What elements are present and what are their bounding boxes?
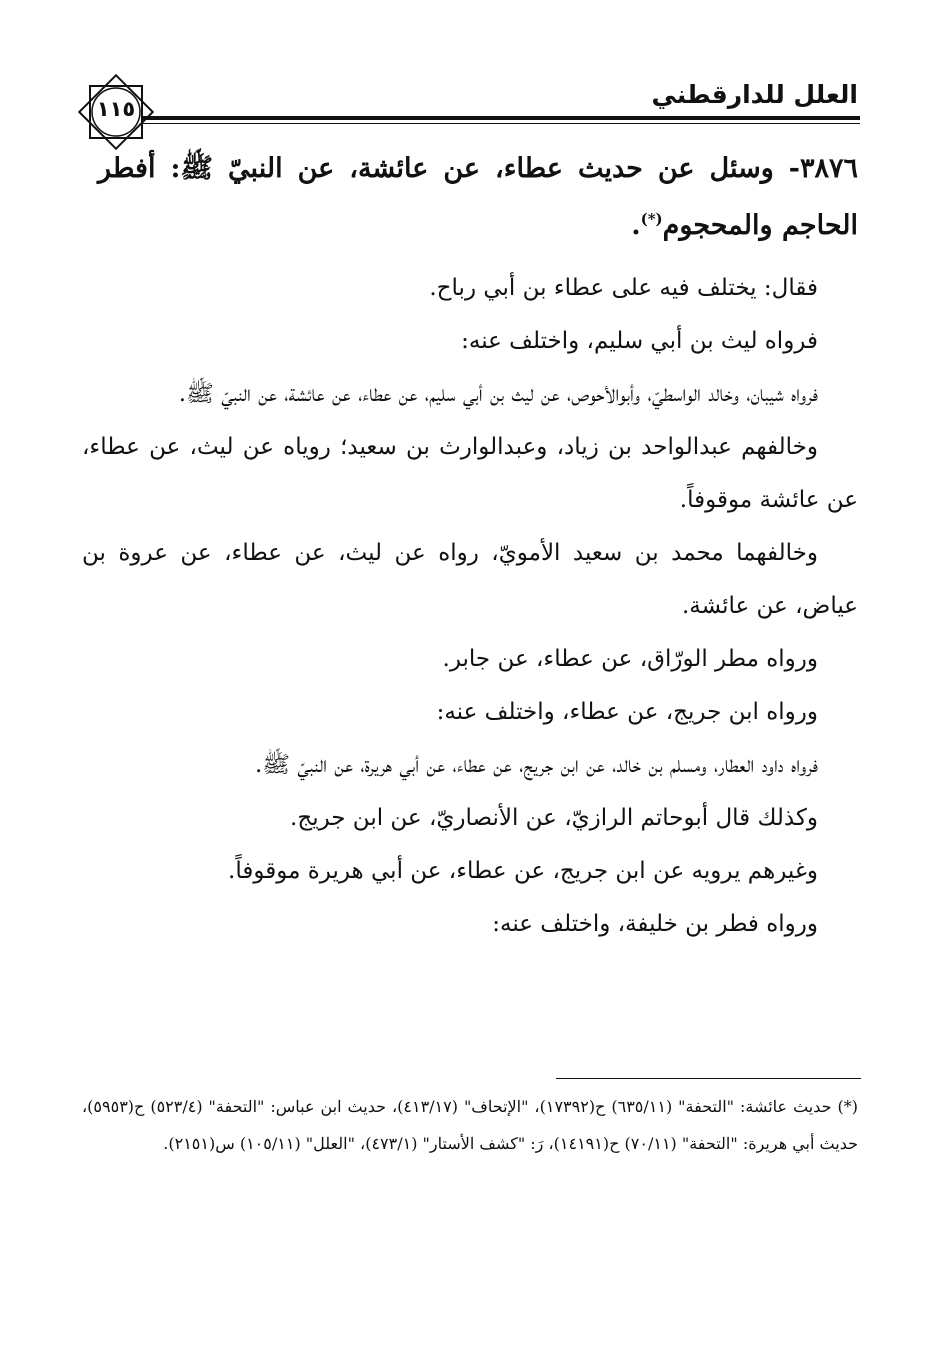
paragraph: فرواه شيبان، وخالد الواسطيّ، وأبوالأحوص، عن ليث بن أبي سليم، عن عطاء، عن عائشة، عن النبيّ ﷺ. — [178, 381, 818, 407]
entry-heading — [98, 140, 858, 254]
paragraph: فرواه داود العطار، ومسلم بن خالد، عن ابن جريج، عن عطاء، عن أبي هريرة، عن النبيّ ﷺ. — [254, 752, 818, 778]
paragraph: ورواه فطر بن خليفة، واختلف عنه: — [492, 911, 818, 937]
body-text — [82, 262, 858, 951]
paragraph: وخالفهما محمد بن سعيد الأمويّ، رواه عن ليث، عن عطاء، عن عروة بن عياض، عن عائشة. — [82, 540, 858, 619]
header-rule — [140, 116, 860, 120]
header-rule-thin — [140, 123, 860, 124]
paragraph: ورواه ابن جريج، عن عطاء، واختلف عنه: — [436, 699, 818, 725]
footnote-separator — [556, 1078, 861, 1079]
footnote: (*) حديث عائشة: "التحفة" (٦٣٥/١١) ح(١٧٣٩٢)، "الإتحاف" (٤١٣/١٧)، حديث ابن عباس: "التحفة" (٥٢٣/٤) ح(٥٩٥٣)، حديث أبي هريرة: "التحفة" (٧٠/١١) ح(١٤١٩١)، رَ: "كشف الأستار" (٤٧٣/١)، "العلل" (١٠٥/١١) س(٢١٥١). — [82, 1097, 858, 1153]
paragraph: فرواه ليث بن أبي سليم، واختلف عنه: — [461, 328, 818, 354]
entry-heading-end: . — [631, 210, 641, 241]
paragraph: وكذلك قال أبوحاتم الرازيّ، عن الأنصاريّ، عن ابن جريج. — [290, 805, 818, 831]
paragraph: ورواه مطر الورّاق، عن عطاء، عن جابر. — [442, 646, 818, 672]
page-number: ١١٥ — [96, 97, 136, 121]
book-title: العلل للدارقطني — [651, 80, 858, 109]
paragraph: وخالفهم عبدالواحد بن زياد، وعبدالوارث بن سعيد؛ روياه عن ليث، عن عطاء، عن عائشة موقوفاً. — [82, 434, 858, 513]
footnote-marker: (*) — [640, 210, 663, 228]
paragraph: وغيرهم يرويه عن ابن جريج، عن عطاء، عن أبي هريرة موقوفاً. — [228, 858, 818, 884]
entry-heading-text: ٣٨٧٦- وسئل عن حديث عطاء، عن عائشة، عن النبيّ ﷺ: أفطر الحاجم والمحجوم — [98, 153, 858, 241]
paragraph: فقال: يختلف فيه على عطاء بن أبي رباح. — [429, 275, 818, 301]
